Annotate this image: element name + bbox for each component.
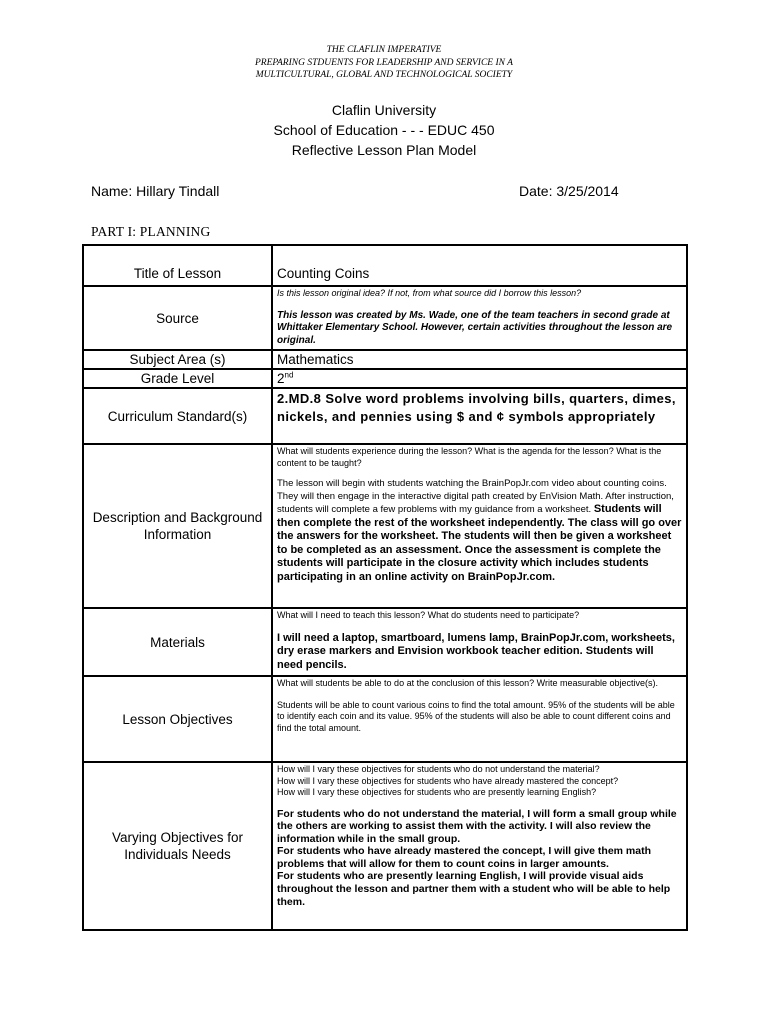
source-prompt: Is this lesson original idea? If not, from what source did I borrow this lesson?: [277, 288, 582, 298]
title-label: Title of Lesson: [83, 245, 272, 286]
objectives-cell: [272, 676, 687, 762]
row-title: [83, 245, 687, 286]
varying-prompt: How will I vary these objectives for students who have already mastered the concept?: [277, 775, 619, 786]
source-cell: [272, 286, 687, 350]
varying-answer: For students who have already mastered the concept, I will give them math problems that will allow for them to count coins in larger amounts.: [277, 845, 652, 870]
row-source: [83, 286, 687, 350]
row-subject: [83, 350, 687, 369]
source-label: Source: [83, 286, 272, 350]
university-name: Claflin University: [331, 102, 437, 118]
claflin-imperative: [0, 44, 768, 82]
objectives-label: Lesson Objectives: [83, 676, 272, 762]
materials-answer: I will need a laptop, smartboard, lumens lamp, BrainPopJr.com, worksheets, dry erase markers and Envision workbook teacher edition. Students will need pencils.: [277, 631, 675, 671]
lesson-plan-table: [82, 244, 688, 931]
school-course: School of Education - - - EDUC 450: [273, 122, 495, 138]
varying-label: Varying Objectives for Individuals Needs: [83, 762, 272, 930]
description-answer-bold: Students will then complete the rest of the worksheet independently. The class will go over the answers for the worksheet. The students will then be given a worksheet to be completed as an assessment. Once the assessment is complete the students will participate in the closure activity which includes students participating in an online activity on BrainPopJr.com.: [277, 503, 682, 583]
subject-label: Subject Area (s): [83, 350, 272, 369]
row-grade: [83, 369, 687, 388]
title-value: Counting Coins: [272, 245, 687, 286]
row-standard: [83, 388, 687, 444]
document-heading: [0, 100, 768, 160]
plan-model-title: Reflective Lesson Plan Model: [291, 142, 477, 158]
imperative-line: PREPARING STDUENTS FOR LEADERSHIP AND SERVICE IN A: [255, 57, 513, 68]
varying-answer: For students who are presently learning English, I will provide visual aids throughout the lesson and partner them with a student who will be able to help them.: [277, 870, 671, 908]
description-answer-plain: The lesson will begin with students watching the BrainPopJr.com video about counting coins. They will then engage in the interactive digital path created by EnVision Math. After instruction, students will complete a few problems with my guidance from a worksheet.: [277, 478, 674, 515]
description-prompt: What will students experience during the lesson? What is the agenda for the lesson? What is the content to be taught?: [277, 446, 662, 468]
standard-label: Curriculum Standard(s): [83, 388, 272, 444]
objectives-prompt: What will students be able to do at the conclusion of this lesson? Write measurable objective(s).: [277, 678, 659, 688]
source-answer: This lesson was created by Ms. Wade, one of the team teachers in second grade at Whittaker Elementary School. However, certain activities throughout the lesson are original.: [277, 309, 673, 346]
row-materials: [83, 608, 687, 676]
varying-prompt: How will I vary these objectives for students who do not understand the material?: [277, 764, 600, 774]
varying-answer: For students who do not understand the material, I will form a small group while the others are working to assist them with the activity. I will also review the information while in the small group.: [277, 807, 677, 845]
grade-suffix: nd: [284, 370, 294, 380]
varying-prompt: How will I vary these objectives for students who are presently learning English?: [277, 787, 597, 797]
grade-label: Grade Level: [83, 369, 272, 388]
grade-value: 2: [277, 371, 285, 386]
part-heading: PART I: PLANNING: [91, 224, 211, 239]
standard-value: 2.MD.8 Solve word problems involving bills, quarters, dimes, nickels, and pennies using $ and ¢ symbols appropriately: [272, 388, 687, 444]
imperative-line: MULTICULTURAL, GLOBAL AND TECHNOLOGICAL SOCIETY: [255, 70, 513, 80]
materials-prompt: What will I need to teach this lesson? What do students need to participate?: [277, 610, 580, 620]
row-description: [83, 444, 687, 608]
description-cell: [272, 444, 687, 608]
student-name: Name: Hillary Tindall: [91, 183, 220, 199]
imperative-line: THE CLAFLIN IMPERATIVE: [326, 45, 442, 55]
objectives-answer: Students will be able to count various coins to find the total amount. 95% of the students will be able to identify each coin and its value. 95% of the students will also be able to count different coins and find the total amount.: [277, 699, 675, 733]
row-objectives: [83, 676, 687, 762]
varying-cell: [272, 762, 687, 930]
row-varying: [83, 762, 687, 930]
materials-cell: [272, 608, 687, 676]
materials-label: Materials: [83, 608, 272, 676]
grade-cell: [272, 369, 687, 388]
description-label: Description and Background Information: [83, 444, 272, 608]
subject-value: Mathematics: [272, 350, 687, 369]
lesson-date: Date: 3/25/2014: [519, 183, 619, 199]
